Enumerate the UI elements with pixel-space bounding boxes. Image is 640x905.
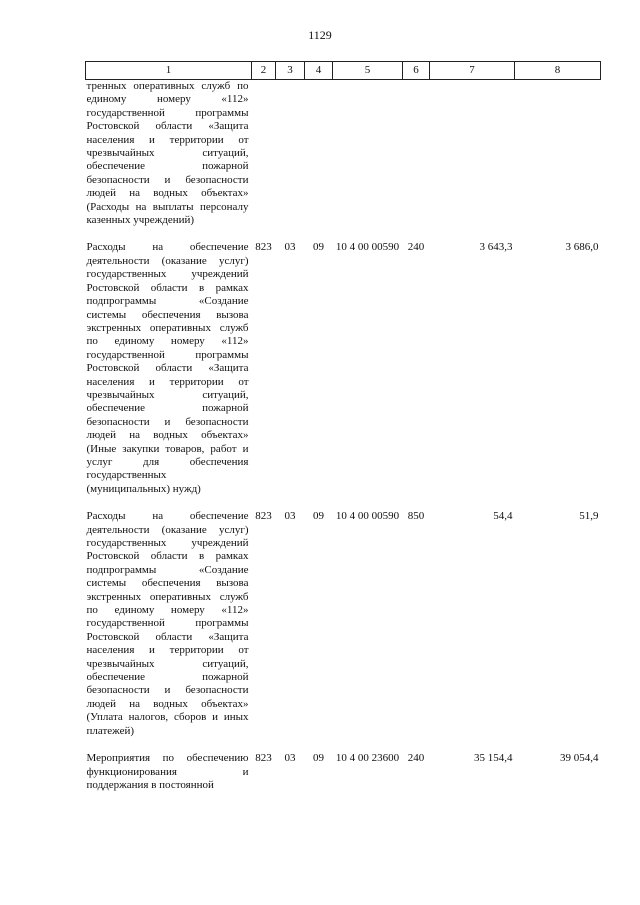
row-description: Мероприятия по обеспечению функционирования и поддержания в постоянной bbox=[86, 752, 249, 791]
table-row bbox=[86, 80, 601, 228]
header-col-2: 2 bbox=[252, 62, 276, 80]
row-description: Расходы на обеспечение деятельности (оказание услуг) государственных учреждений Ростовской области в рамках подпрограммы «Создание системы обеспечения вызова экстренных оперативных служб по единому номеру «112» государственной программы Ростовской области «Защита населения и территории от чрезвычайных ситуаций, обеспечение пожарной безопасности и безопасности людей на водных объектах» (Уплата налогов, сборов и иных платежей) bbox=[86, 510, 249, 737]
row-description: тренных оперативных служб по единому номеру «112» государственной программы Ростовской области «Защита населения и территории от чрезвычайных ситуаций, обеспечение пожарной безопасности и безопасности людей на водных объектах» (Расходы на выплаты персоналу казенных учреждений) bbox=[86, 80, 249, 227]
row-col-7 bbox=[430, 80, 515, 228]
table-row bbox=[86, 241, 601, 496]
header-col-5: 5 bbox=[333, 62, 403, 80]
table-row bbox=[86, 752, 601, 792]
header-col-4: 4 bbox=[305, 62, 333, 80]
row-col-6: 240 bbox=[407, 241, 425, 254]
row-col-5: 10 4 00 00590 bbox=[335, 241, 400, 254]
row-col-3: 03 bbox=[284, 510, 296, 523]
row-description: Расходы на обеспечение деятельности (оказание услуг) государственных учреждений Ростовской области в рамках подпрограммы «Создание системы обеспечения вызова экстренных оперативных служб по единому номеру «112» государственной программы Ростовской области «Защита населения и территории от чрезвычайных ситуаций, обеспечение пожарной безопасности и безопасности людей на водных объектах» (Иные закупки товаров, работ и услуг для обеспечения государственных (муниципальных) нужд) bbox=[86, 241, 249, 495]
row-col-5: 10 4 00 00590 bbox=[335, 510, 400, 523]
row-col-8 bbox=[515, 80, 601, 228]
row-col-2: 823 bbox=[255, 752, 272, 765]
header-col-7: 7 bbox=[430, 62, 515, 80]
row-col-4 bbox=[305, 80, 333, 228]
table-header-row bbox=[86, 62, 601, 80]
row-col-4: 09 bbox=[313, 241, 324, 254]
row-col-8: 3 686,0 bbox=[565, 241, 599, 254]
row-col-5: 10 4 00 23600 bbox=[335, 752, 400, 765]
row-col-7: 35 154,4 bbox=[474, 752, 513, 765]
row-col-3: 03 bbox=[284, 241, 296, 254]
header-col-6: 6 bbox=[403, 62, 430, 80]
row-col-6: 240 bbox=[407, 752, 425, 765]
header-col-8: 8 bbox=[515, 62, 601, 80]
row-col-7: 3 643,3 bbox=[479, 241, 513, 254]
row-col-2: 823 bbox=[255, 241, 272, 254]
row-col-3 bbox=[276, 80, 305, 228]
row-col-4: 09 bbox=[313, 510, 324, 523]
budget-table bbox=[85, 61, 601, 792]
row-col-4: 09 bbox=[313, 752, 324, 765]
header-col-3: 3 bbox=[276, 62, 305, 80]
row-col-6: 850 bbox=[407, 510, 425, 523]
page-number: 1129 bbox=[308, 28, 332, 42]
row-col-2: 823 bbox=[255, 510, 272, 523]
row-col-8: 39 054,4 bbox=[560, 752, 599, 765]
table-row bbox=[86, 510, 601, 738]
row-col-5 bbox=[333, 80, 403, 228]
row-col-3: 03 bbox=[284, 752, 296, 765]
row-col-8: 51,9 bbox=[579, 510, 599, 523]
header-col-1: 1 bbox=[86, 62, 252, 80]
row-col-7: 54,4 bbox=[493, 510, 513, 523]
row-col-2 bbox=[252, 80, 276, 228]
row-col-6 bbox=[403, 80, 430, 228]
